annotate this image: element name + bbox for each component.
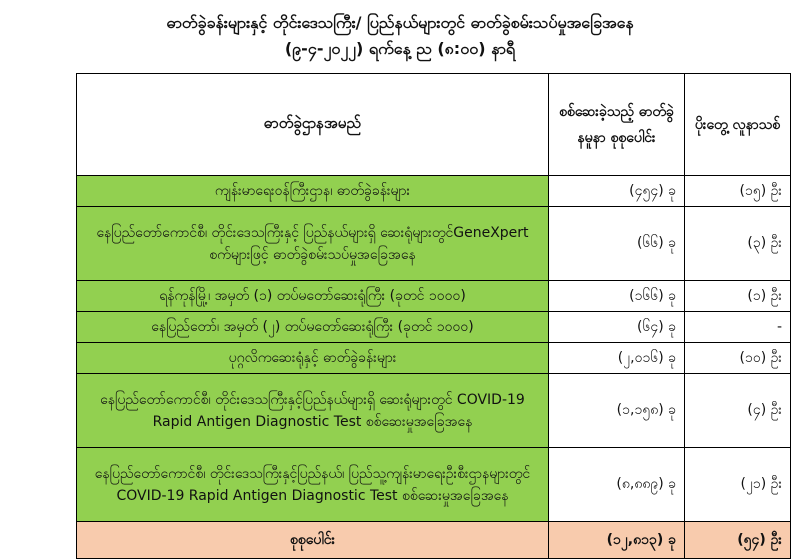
new-cases-cell: - (685, 312, 791, 343)
new-cases-cell: (၄) ဦး (685, 374, 791, 448)
samples-cell: (၆၆) ခု (549, 207, 685, 281)
header-new-cases: ပိုးတွေ့ လူနာသစ် (685, 74, 791, 176)
samples-cell: (၁,၁၅၈) ခု (549, 374, 685, 448)
table-row (77, 343, 791, 374)
table-row (77, 312, 791, 343)
table-row (77, 281, 791, 312)
new-cases-cell: (၂၁) ဦး (685, 448, 791, 522)
table-row (77, 207, 791, 281)
samples-cell: (၄၅၄) ခု (549, 176, 685, 207)
lab-name-cell: ရန်ကုန်မြို့၊ အမှတ် (၁) တပ်မတော်ဆေးရုံကြီး (ခုတင် ၁၀၀၀) (77, 281, 549, 312)
lab-name-cell: ကျန်းမာရေးဝန်ကြီးဌာန၊ ဓာတ်ခွဲခန်းများ (77, 176, 549, 207)
new-cases-cell: (၃) ဦး (685, 207, 791, 281)
header-lab-name: ဓာတ်ခွဲဌာနအမည် (77, 74, 549, 176)
lab-name-cell: နေပြည်တော်၊ အမှတ် (၂) တပ်မတော်ဆေးရုံကြီး (ခုတင် ၁၀၀၀) (77, 312, 549, 343)
total-label-cell: စုစုပေါင်း (77, 522, 549, 559)
total-row (77, 522, 791, 559)
lab-name-cell: နေပြည်တော်ကောင်စီ၊ တိုင်းဒေသကြီးနှင့်ပြည်နယ်များရှိ ဆေးရုံများတွင် COVID-19 Rapid Antigen Diagnostic Test စစ်ဆေးမှုအခြေအနေ (77, 374, 549, 448)
total-new-cases-cell: (၅၄) ဦး (685, 522, 791, 559)
samples-cell: (၁၆၆) ခု (549, 281, 685, 312)
new-cases-cell: (၁) ဦး (685, 281, 791, 312)
testing-table (76, 73, 791, 559)
title-line-1: ဓာတ်ခွဲခန်းများနှင့် တိုင်းဒေသကြီး/ ပြည်နယ်များတွင် ဓာတ်ခွဲစမ်းသပ်မှုအခြေအနေ (166, 13, 634, 32)
header-row (77, 74, 791, 176)
table-row (77, 176, 791, 207)
new-cases-cell: (၁၀) ဦး (685, 343, 791, 374)
lab-name-cell: နေပြည်တော်ကောင်စီ၊ တိုင်းဒေသကြီးနှင့်ပြည်နယ်၊ ပြည်သူ့ကျန်းမာရေးဦးစီးဌာနများတွင် COVID-19 Rapid Antigen Diagnostic Test စစ်ဆေးမှုအခြေအနေ (77, 448, 549, 522)
lab-name-cell: ပုဂ္ဂလိကဆေးရုံနှင့် ဓာတ်ခွဲခန်းများ (77, 343, 549, 374)
samples-cell: (၂,၀၁၆) ခု (549, 343, 685, 374)
total-samples-cell: (၁၂,၈၁၃) ခု (549, 522, 685, 559)
report-title (0, 10, 800, 62)
samples-cell: (၆၄) ခု (549, 312, 685, 343)
header-samples: စစ်ဆေးခဲ့သည့် ဓာတ်ခွဲနမူနာ စုစုပေါင်း (549, 74, 685, 176)
title-line-2: (၉-၄-၂၀၂၂) ရက်နေ့ ည (၈:၀၀) နာရီ (284, 39, 516, 58)
table-row (77, 374, 791, 448)
table-row (77, 448, 791, 522)
lab-name-cell: နေပြည်တော်ကောင်စီ၊ တိုင်းဒေသကြီးနှင့် ပြည်နယ်များရှိ ဆေးရုံများတွင်GeneXpert စက်များဖြင့် ဓာတ်ခွဲစမ်းသပ်မှုအခြေအနေ (77, 207, 549, 281)
new-cases-cell: (၁၅) ဦး (685, 176, 791, 207)
samples-cell: (၈,၈၈၉) ခု (549, 448, 685, 522)
